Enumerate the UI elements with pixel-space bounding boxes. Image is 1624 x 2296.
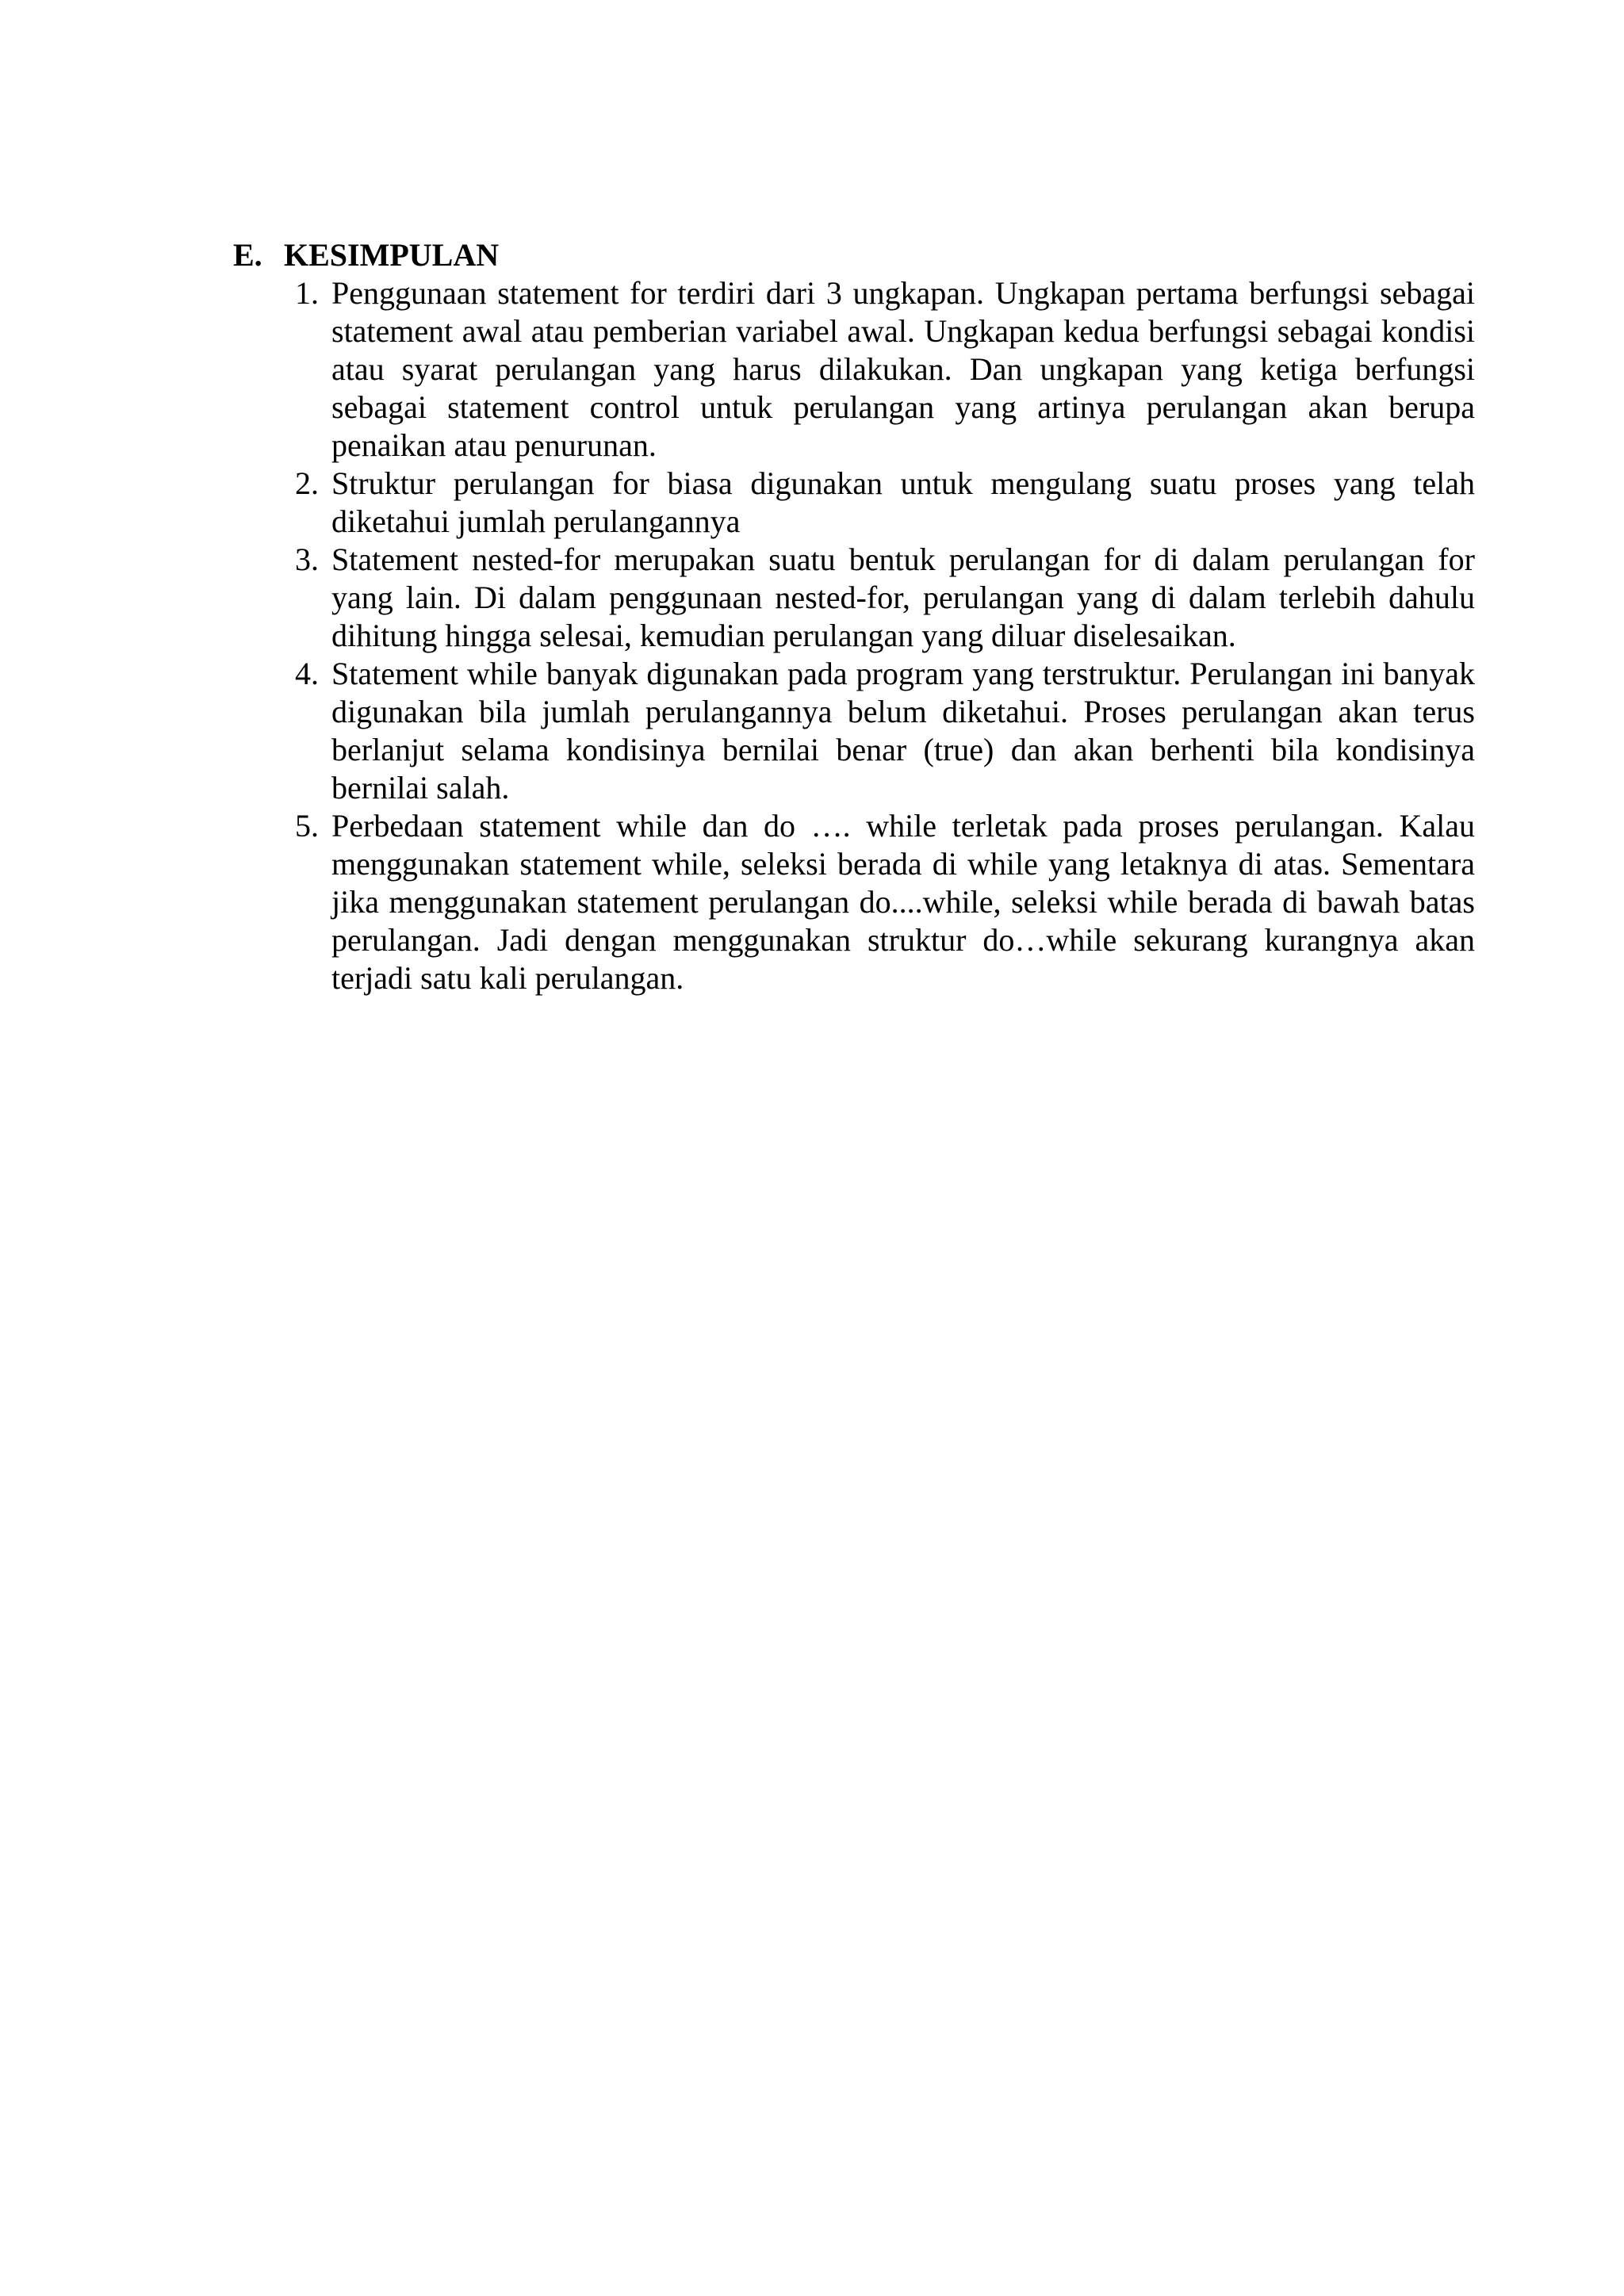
item-number: 4. bbox=[295, 656, 319, 691]
list-item bbox=[233, 465, 1475, 541]
item-text: Statement nested-for merupakan suatu bentuk perulangan for di dalam perulangan for yang lain. Di dalam penggunaan nested-for, perulangan yang di dalam terlebih dahulu dihitung hingga selesai, kemudian perulangan yang diluar diselesaikan. bbox=[331, 541, 1475, 653]
item-number: 1. bbox=[295, 275, 319, 311]
item-text: Struktur perulangan for biasa digunakan untuk mengulang suatu proses yang telah diketahui jumlah perulangannya bbox=[331, 465, 1475, 539]
list-item bbox=[233, 274, 1475, 465]
list-item bbox=[233, 541, 1475, 655]
section-letter: E. bbox=[233, 237, 262, 273]
conclusion-list bbox=[233, 274, 1475, 997]
item-text: Perbedaan statement while dan do …. while terletak pada proses perulangan. Kalau menggunakan statement while, seleksi berada di while yang letaknya di atas. Sementara jika menggunakan statement perulangan do....while, seleksi while berada di bawah batas perulangan. Jadi dengan menggunakan struktur do…while sekurang kurangnya akan terjadi satu kali perulangan. bbox=[331, 808, 1475, 996]
section-heading bbox=[233, 236, 1475, 274]
item-text: Statement while banyak digunakan pada program yang terstruktur. Perulangan ini banyak digunakan bila jumlah perulangannya belum diketahui. Proses perulangan akan terus berlanjut selama kondisinya bernilai benar (true) dan akan berhenti bila kondisinya bernilai salah. bbox=[331, 656, 1475, 806]
list-item bbox=[233, 807, 1475, 997]
item-number: 2. bbox=[295, 465, 319, 501]
conclusion-section bbox=[233, 236, 1475, 997]
section-title: KESIMPULAN bbox=[284, 237, 500, 273]
list-item bbox=[233, 655, 1475, 807]
item-text: Penggunaan statement for terdiri dari 3 ungkapan. Ungkapan pertama berfungsi sebagai statement awal atau pemberian variabel awal. Ungkapan kedua berfungsi sebagai kondisi atau syarat perulangan yang harus dilakukan. Dan ungkapan yang ketiga berfungsi sebagai statement control untuk perulangan yang artinya perulangan akan berupa penaikan atau penurunan. bbox=[331, 275, 1475, 463]
item-number: 3. bbox=[295, 541, 319, 577]
item-number: 5. bbox=[295, 808, 319, 844]
